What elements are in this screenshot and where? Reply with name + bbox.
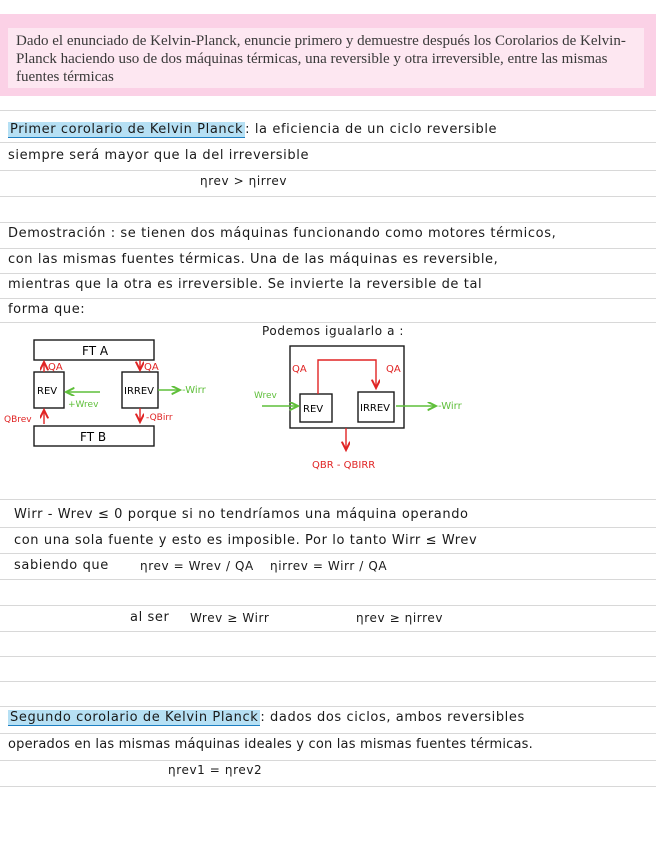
w-irr-label: -Wirr (182, 385, 206, 396)
ft-a-label: FT A (82, 344, 109, 358)
ruled-line (0, 322, 656, 323)
qa-rev-label: QA (48, 362, 63, 373)
engine-diagram-left (0, 330, 240, 450)
proof-line3-prefix: sabiendo que (14, 558, 109, 573)
qb-rev-label: QBrev (4, 415, 32, 425)
ruled-line (0, 222, 656, 223)
corollary1-title: Primer corolario de Kelvin Planck (10, 122, 244, 137)
ruled-line (0, 579, 656, 580)
proof-line1: Wirr - Wrev ≤ 0 porque si no tendríamos una máquina operando (14, 507, 469, 522)
corollary1-line1 (8, 122, 497, 137)
w-irr-out-label: -Wirr (438, 401, 462, 412)
corollary2-statement-part1: : dados dos ciclos, ambos reversibles (260, 710, 525, 725)
demo-line3: mientras que la otra es irreversible. Se invierte la reversible de tal (8, 277, 483, 292)
ruled-line (0, 706, 656, 707)
qa-irrev-label: QA (144, 362, 159, 373)
q-net-out-label: QBR - QBIRR (312, 460, 376, 471)
ruled-line (0, 527, 656, 528)
corollary2-title: Segundo corolario de Kelvin Planck (10, 710, 259, 725)
proof-line4-prefix: al ser (130, 610, 170, 625)
work-inequality: Wrev ≥ Wirr (190, 611, 270, 625)
corollary1-formula: ηrev > ηirrev (200, 174, 288, 188)
corollary2-line1 (8, 710, 525, 725)
ruled-line (0, 499, 656, 500)
question-text: Dado el enunciado de Kelvin-Planck, enuncie primero y demuestre después los Corolarios de Kelvin-Planck haciendo uso de dos máquinas térmicas, una reversible y otra irreversible, entre las mismas fuentes térmicas (16, 33, 626, 85)
ruled-line (0, 110, 656, 111)
demo-line4: forma que: (8, 302, 86, 317)
proof-line2: con una sola fuente y esto es imposible. Por lo tanto Wirr ≤ Wrev (14, 533, 478, 548)
corollary1-statement-part1: : la eficiencia de un ciclo reversible (245, 122, 498, 137)
ruled-line (0, 170, 656, 171)
corollary2-formula: ηrev1 = ηrev2 (168, 763, 263, 777)
irrev-engine-label: IRREV (124, 386, 155, 397)
qa-left-label: QA (292, 364, 307, 375)
combined-system-box (290, 346, 404, 428)
qa-right-label: QA (386, 364, 401, 375)
ruled-line (0, 760, 656, 761)
demo-line1: Demostración : se tienen dos máquinas funcionando como motores térmicos, (8, 226, 557, 241)
engine-diagram-right (240, 340, 480, 476)
ft-b-label: FT B (80, 430, 107, 444)
ruled-line (0, 298, 656, 299)
ruled-line (0, 786, 656, 787)
ruled-line (0, 733, 656, 734)
w-rev-in-label: Wrev (254, 391, 277, 401)
rev-engine-label: REV (37, 386, 58, 397)
qb-irr-label: -QBirr (146, 413, 173, 423)
ruled-line (0, 631, 656, 632)
eff-irrev-formula: ηirrev = Wirr / QA (270, 559, 388, 573)
demo-line2: con las mismas fuentes térmicas. Una de las máquinas es reversible, (8, 252, 499, 267)
irrev-engine-label-2: IRREV (360, 403, 391, 414)
eff-rev-formula: ηrev = Wrev / QA (140, 559, 254, 573)
ruled-line (0, 605, 656, 606)
corollary2-statement-part2: operados en las mismas máquinas ideales y con las mismas fuentes térmicas. (8, 737, 533, 752)
ruled-line (0, 681, 656, 682)
equivalence-caption: Podemos igualarlo a : (262, 324, 405, 338)
rev-engine-label-2: REV (303, 404, 324, 415)
ruled-line (0, 273, 656, 274)
qa-transfer-arrow (318, 360, 376, 394)
ruled-line (0, 142, 656, 143)
ruled-line (0, 656, 656, 657)
w-rev-label: +Wrev (68, 400, 99, 410)
corollary1-statement-part2: siempre será mayor que la del irreversible (8, 148, 310, 163)
efficiency-inequality: ηrev ≥ ηirrev (356, 611, 444, 625)
ruled-line (0, 248, 656, 249)
ruled-line (0, 553, 656, 554)
ruled-line (0, 196, 656, 197)
